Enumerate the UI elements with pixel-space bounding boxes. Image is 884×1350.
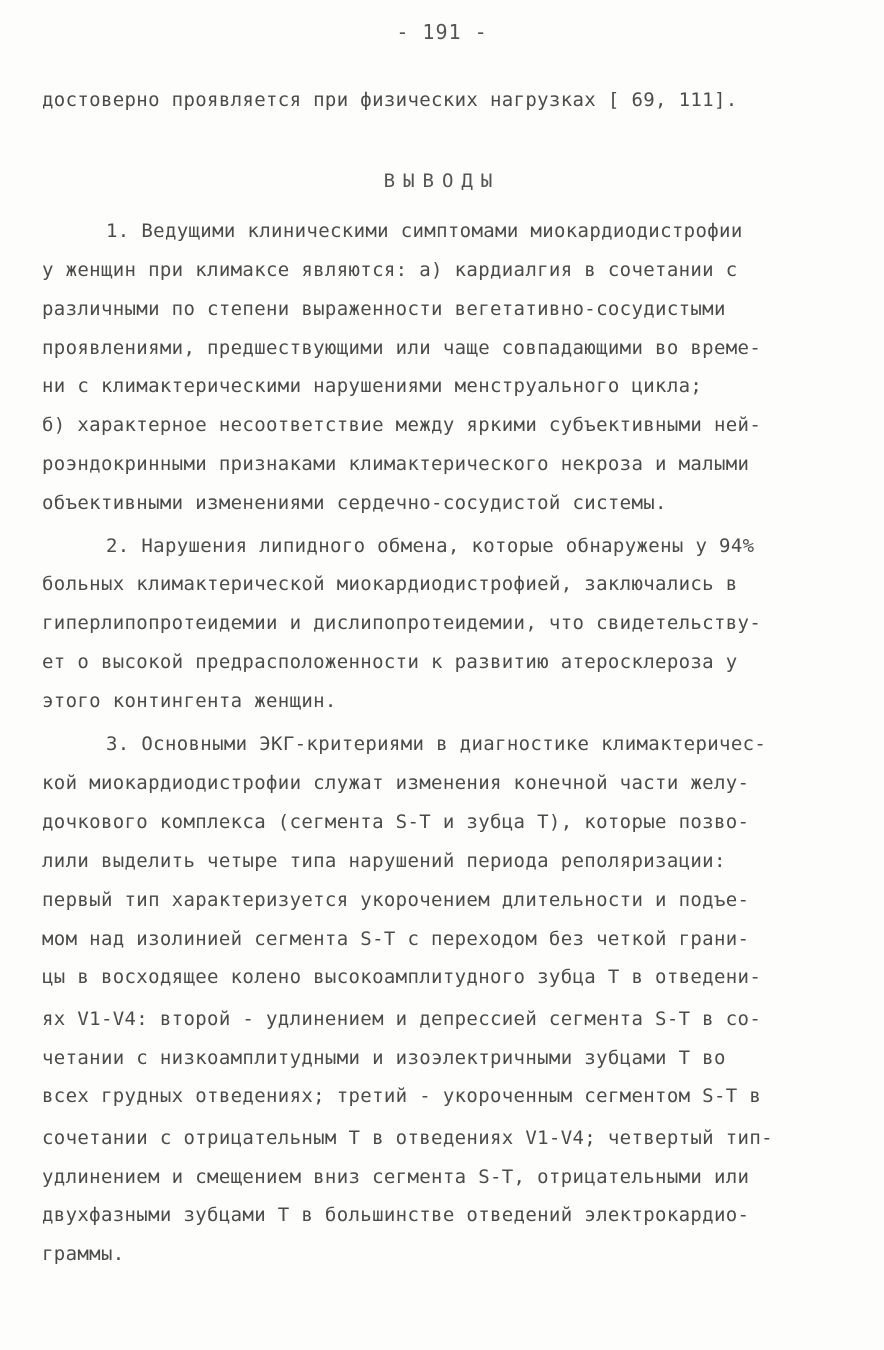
text-line: дочкового комплекса (сегмента S-T и зубца Т), которые позво-: [42, 811, 750, 833]
text-line: мом над изолинией сегмента S-T с переходом без четкой грани-: [42, 928, 750, 950]
text-line: ни с климактерическими нарушениями менструального цикла;: [42, 375, 703, 397]
text-line: проявлениями, предшествующими или чаще совпадающими во време-: [42, 337, 762, 359]
text-line: 1. Ведущими клиническими симптомами миокардиодистрофии: [106, 220, 743, 242]
text-line: двухфазными зубцами Т в большинстве отведений электрокардио-: [42, 1204, 750, 1226]
text-line: лили выделить четыре типа нарушений периода реполяризации:: [42, 850, 726, 872]
section-heading: ВЫВОДЫ: [383, 170, 501, 192]
text-line: роэндокринными признаками климактерического некроза и малыми: [42, 453, 750, 475]
text-line: 3. Основными ЭКГ-критериями в диагностике климактеричес-: [106, 733, 767, 755]
text-line: сочетании с отрицательным Т в отведениях V1-V4; четвертый тип-: [42, 1127, 773, 1149]
text-line: объективными изменениями сердечно-сосудистой системы.: [42, 492, 667, 514]
text-line: цы в восходящее колено высокоамплитудного зубца Т в отведени-: [42, 966, 762, 988]
text-line: у женщин при климаксе являются: а) кардиалгия в сочетании с: [42, 259, 738, 281]
text-line: четании с низкоамплитудными и изоэлектричными зубцами Т во: [42, 1047, 726, 1069]
text-line: кой миокардиодистрофии служат изменения конечной части желу-: [42, 772, 750, 794]
text-line: граммы.: [42, 1243, 125, 1265]
text-line: б) характерное несоответствие между яркими субъективными ней-: [42, 414, 762, 436]
text-line: ях V1-V4: второй - удлинением и депрессией сегмента S-T в со-: [42, 1008, 762, 1030]
text-line: этого контингента женщин.: [42, 690, 337, 712]
text-line: 2. Нарушения липидного обмена, которые обнаружены у 94%: [106, 535, 755, 557]
intro-line: достоверно проявляется при физических нагрузках [ 69, 111].: [42, 89, 738, 111]
text-line: всех грудных отведениях; третий - укороченным сегментом S-T в: [42, 1085, 762, 1107]
text-line: ет о высокой предрасположенности к развитию атеросклероза у: [42, 651, 738, 673]
page-number: - 191 -: [396, 20, 488, 44]
text-line: гиперлипопротеидемии и дислипопротеидемии, что свидетельству-: [42, 612, 762, 634]
text-line: удлинением и смещением вниз сегмента S-T, отрицательными или: [42, 1166, 750, 1188]
text-line: первый тип характеризуется укорочением длительности и подъе-: [42, 889, 750, 911]
text-line: различными по степени выраженности вегетативно-сосудистыми: [42, 298, 726, 320]
text-line: больных климактерической миокардиодистрофией, заключались в: [42, 573, 738, 595]
